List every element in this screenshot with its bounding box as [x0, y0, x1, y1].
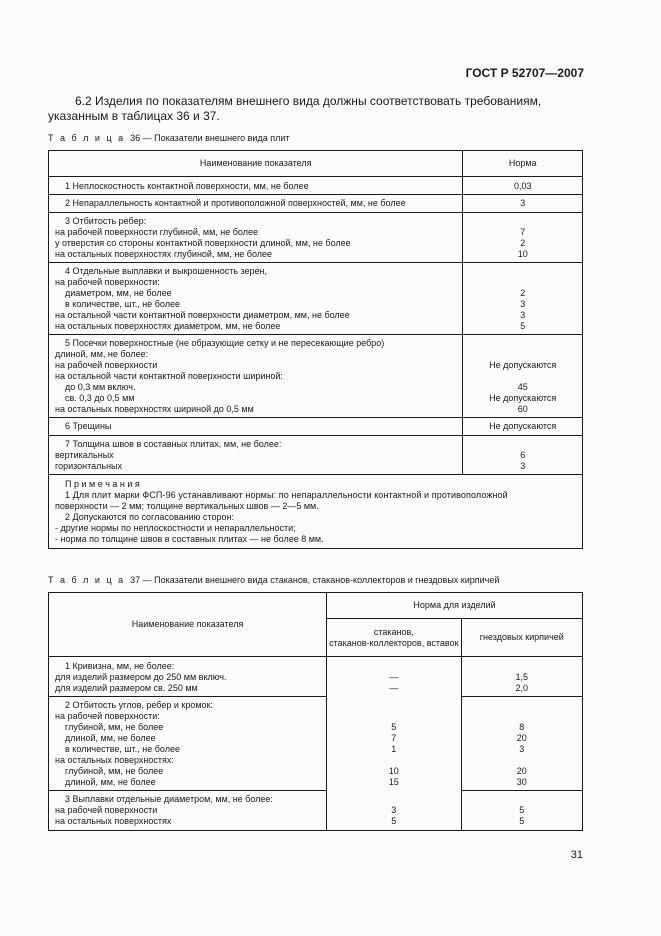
- table-37: [48, 592, 583, 831]
- table36-head-norm: Норма: [463, 151, 583, 177]
- table-row: 3 Выплавки отдельные диаметром, мм, не более: на рабочей поверхности на остальных поверхностях 3 5 5 5: [49, 791, 583, 831]
- page-number: 31: [570, 849, 583, 861]
- table-row: 5 Посечки поверхностные (не образующие сетку и не пересекающие ребро) длиной, мм, не более: на рабочей поверхности на остальной части контактной поверхности шириной: до 0,3 мм включ. св. 0,3 до 0,5 мм на остальных поверхностях шириной до 0,5 мм Не допускаются 45 Не допускаются 60: [49, 335, 583, 418]
- table36-head-name: Наименование показателя: [49, 151, 463, 177]
- table36-caption-text: 36 — Показатели внешнего вида плит: [130, 133, 290, 143]
- table-row: 1 Кривизна, мм, не более: для изделий размером до 250 мм включ. для изделий размером св. 250 мм — — 1,5 2,0: [49, 657, 583, 697]
- table37-caption-prefix: Т а б л и ц а: [48, 575, 126, 585]
- table37-caption-text: 37 — Показатели внешнего вида стаканов, стаканов-коллекторов и гнездовых кирпичей: [130, 575, 500, 585]
- intro-paragraph: 6.2 Изделия по показателям внешнего вида должны соответствовать требованиям, указанным в таблицах 36 и 37.: [48, 94, 542, 123]
- table37-caption: [48, 575, 499, 585]
- table36-header: [49, 151, 583, 177]
- standard-header: ГОСТ Р 52707—2007: [465, 66, 584, 80]
- table-row: 7 Толщина швов в составных плитах, мм, не более: вертикальных горизонтальных 6 3: [49, 436, 583, 475]
- notes-title: П р и м е ч а н и я: [65, 479, 140, 489]
- table-row: 1 Неплоскостность контактной поверхности, мм, не более 0,03: [49, 177, 583, 195]
- table-row: 3 Отбитость ребер: на рабочей поверхности глубиной, мм, не более у отверстия со стороны контактной поверхности длиной, мм, не более на остальных поверхностях глубиной, мм, не более 7 2 10: [49, 213, 583, 263]
- table36-caption-prefix: Т а б л и ц а: [48, 133, 126, 143]
- table37-head-norm: Норма для изделий: [327, 593, 583, 619]
- table37-head-col1: стаканов, стаканов-коллекторов, вставок: [327, 619, 461, 657]
- table37-head-col2: гнездовых кирпичей: [461, 619, 582, 657]
- table37-header-row1: [49, 593, 583, 619]
- table36-notes: П р и м е ч а н и я 1 Для плит марки ФСП-96 устанавливают нормы: по непараллельности контактной и противоположной поверхности — 2 мм; толщине вертикальных швов — 2—5 мм. 2 Допускаются по согласованию сторон: - другие нормы по неплоскостности и непараллельности; - норма по толщине швов в составных плитах — не более 8 мм.: [49, 475, 583, 549]
- table-row: 2 Непараллельность контактной и противоположной поверхностей, мм, не более 3: [49, 195, 583, 213]
- table-row: 2 Отбитость углов, ребер и кромок: на рабочей поверхности: глубиной, мм, не более длиной, мм, не более в количестве, шт., не более на остальных поверхностях: глубиной, мм, не более длиной, мм, не более 5 7 1 10 15 8 20 3 20 30: [49, 697, 583, 791]
- table-36: [48, 150, 583, 549]
- table-row: 6 Трещины Не допускаются: [49, 418, 583, 436]
- table36-caption: [48, 133, 289, 143]
- table37-head-name: Наименование показателя: [49, 593, 327, 657]
- table-row: 4 Отдельные выплавки и выкрошенность зерен, на рабочей поверхности: диаметром, мм, не более в количестве, шт., не более на остальной части контактной поверхности диаметром, мм, не более на остальных поверхностях диаметром, мм, не более 2 3 3 5: [49, 263, 583, 335]
